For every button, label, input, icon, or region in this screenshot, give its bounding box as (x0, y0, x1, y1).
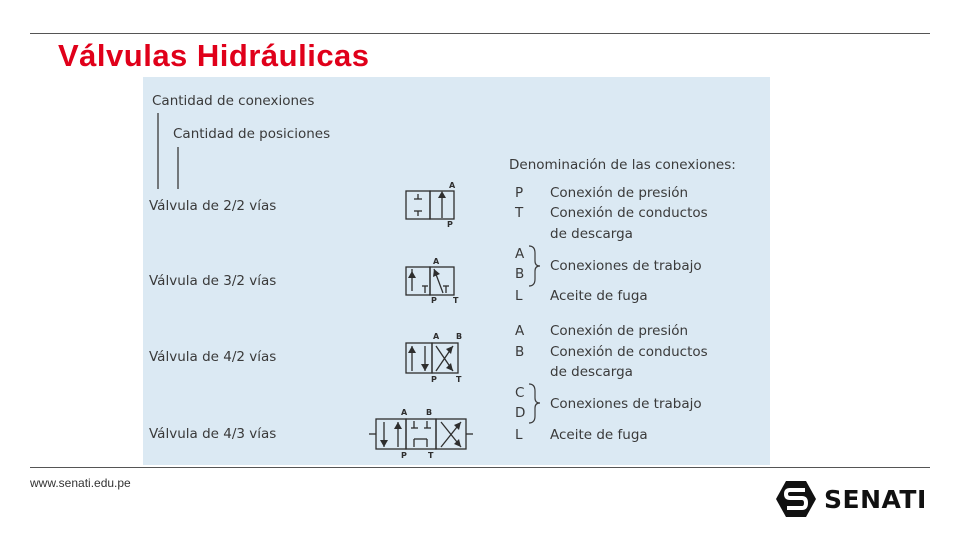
legend-letter: L (515, 427, 523, 443)
legend-letter: B (515, 266, 525, 282)
valve-label-4-3: Válvula de 4/3 vías (149, 426, 277, 442)
legend-letter: A (515, 246, 525, 262)
legend-letter: P (515, 185, 524, 201)
legend-text: Conexión de conductos (550, 205, 708, 221)
port-label-a: A (433, 257, 440, 266)
port-label-p: P (431, 296, 437, 305)
legend-group-2 (515, 323, 708, 443)
legend-text: Conexión de presión (550, 323, 689, 339)
valve-symbol-4-2 (406, 332, 462, 384)
legend-letter: T (515, 205, 524, 221)
valve-label-4-2: Válvula de 4/2 vías (149, 349, 277, 365)
header-connections: Cantidad de conexiones (152, 93, 315, 109)
port-label-b: B (456, 332, 463, 341)
port-label-a: A (401, 408, 408, 417)
legend-text: Conexiones de trabajo (550, 396, 702, 412)
valve-symbol-4-3 (369, 408, 473, 460)
senati-logo-icon (776, 481, 816, 517)
legend-text: de descarga (550, 364, 633, 380)
legend-letter: A (515, 323, 525, 339)
logo-text: SENATI (824, 484, 927, 514)
denomination-title: Denominación de las conexiones: (509, 157, 736, 173)
port-label-p: P (447, 220, 453, 229)
valve-label-3-2: Válvula de 3/2 vías (149, 273, 277, 289)
valve-diagram (143, 77, 770, 465)
legend-text: Aceite de fuga (550, 288, 648, 304)
port-label-b: B (426, 408, 433, 417)
slide-title: Válvulas Hidráulicas (58, 38, 370, 73)
legend-letter: C (515, 385, 525, 401)
port-label-t: T (456, 375, 462, 384)
port-label-a: A (449, 181, 456, 190)
brace-icon (529, 384, 540, 423)
brace-icon (529, 246, 540, 286)
legend-text: Aceite de fuga (550, 427, 648, 443)
legend-letter: D (515, 405, 526, 421)
port-label-p: P (431, 375, 437, 384)
legend-letter: L (515, 288, 523, 304)
legend-letter: B (515, 344, 525, 360)
legend-text: Conexión de conductos (550, 344, 708, 360)
valve-symbol-2-2 (406, 181, 456, 229)
port-label-t: T (453, 296, 459, 305)
senati-logo (776, 481, 927, 517)
top-divider (30, 33, 930, 34)
valve-label-2-2: Válvula de 2/2 vías (149, 198, 277, 214)
header-positions: Cantidad de posiciones (173, 126, 331, 142)
footer-url: www.senati.edu.pe (30, 476, 131, 490)
bottom-divider (30, 467, 930, 468)
port-label-a: A (433, 332, 440, 341)
valve-figure (143, 77, 770, 465)
valve-symbol-3-2 (406, 257, 459, 305)
legend-group-1 (514, 185, 708, 304)
legend-text: Conexión de presión (550, 185, 689, 201)
port-label-p: P (401, 451, 407, 460)
legend-text: Conexiones de trabajo (550, 258, 702, 274)
legend-text: de descarga (550, 226, 633, 242)
port-label-t: T (428, 451, 434, 460)
